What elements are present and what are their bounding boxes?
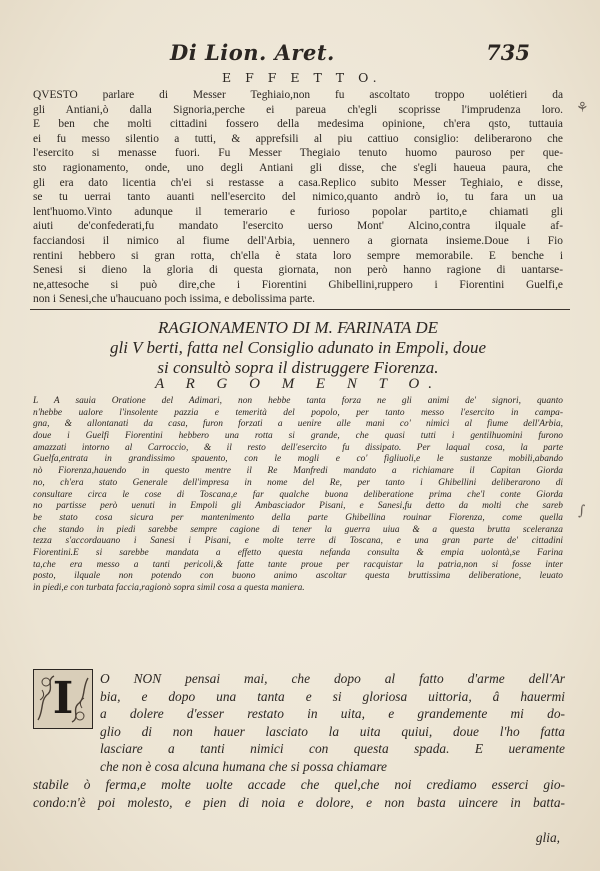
text-line: Fiorentini.E si sarebbe mandata a effetto questa nefanda consulta & empia uolontà,se Farina: [33, 547, 563, 558]
text-line: ei fu messo silentio a tutti, & apprefsili al piu cattiuo consiglio: deliberarono che: [33, 132, 563, 145]
text-line: O NON pensai mai, che dopo al fatto d'arme dell'Ar: [100, 671, 565, 686]
text-line: che stando in piedi sarebbe sempre cagione di tener la guerra uiua & a questa brutta sceleranza: [33, 524, 563, 535]
text-line: se tu uerrai tanto auanti nell'esercito del nimico,quanto andrò io, tu fara un ua: [33, 191, 563, 204]
effetto-paragraph: [33, 88, 563, 307]
text-line: L A sauia Oratione del Adimari, non hebbe tanta forza ne gli animi de' signori, quanto: [33, 396, 563, 406]
text-line: stabile ò ferma,e molte uolte accade che quel,che noi crediamo esserci gio-: [33, 777, 565, 792]
oration-heading: [33, 318, 563, 378]
text-line: gli era dato licentia ch'ei si restasse a casa.Replico subito Messer Teghiaio, e disse,: [33, 176, 563, 189]
text-line: QVESTO parlare di Messer Teghiaio,non fu ascoltato troppo uolétieri da: [33, 89, 563, 101]
text-line: gli Antiani,ò dalla Signoria,perche ei pareua ch'egli scoprisse l'imprudenza loro.: [33, 103, 563, 116]
text-line: che non è cosa alcuna humana che si possa chiamare: [100, 758, 387, 774]
text-line: no partisse però uenuti in Empoli gli Ambasciador Pisani, e Sanesi,fu detto da molti che sareb: [33, 501, 563, 512]
text-line: Senesi si dieno la gloria di questa giornata, non però hanno ragione di uantarse-: [33, 264, 563, 277]
text-line: no, ch'era stato Generale dell'impresa in nome del Re, per tanto i Ghibellini deliberarono di: [33, 477, 563, 488]
text-line: non i Senesi,che u'haucuano poch issima, e debolissima parte.: [33, 293, 316, 306]
section-title-argomento: A R G O M E N T O.: [154, 376, 442, 392]
text-line: lent'huomo.Vinto adunque il temerario e furioso popolar partito,e chiamati gli: [33, 205, 563, 218]
text-line: condo:n'è poi molesto, e pien di noia e dolore, e non basta uincere in batta-: [33, 794, 565, 810]
section-title-effetto: E F F E T T O.: [222, 70, 382, 85]
oration-full-text: [33, 776, 565, 811]
text-line: facciandosi il nimico al fiume dell'Arbia, uennero a giornata insieme.Doue i Fio: [33, 234, 563, 247]
text-line: Guelfa,entrata in grandissimo spauento, con le mogli e co' figliuoli,e le sustanze mobili,abando: [33, 454, 563, 465]
text-line: consultare circa le cose di Toscana,e far qualche buona deliberatione prima che'l conte Giorda: [33, 489, 563, 500]
text-line: ne,attesoche si può dire,che i Fiorentini Ghibellini,ruppero i Fiorentini Guelfi,e: [33, 278, 563, 291]
text-line: nò Fiorenza,hauendo in questo mentre il Re Manfredi mandato a richiamare il Capitan Giorda: [33, 466, 563, 477]
margin-ornament-icon: ⚘: [576, 100, 589, 116]
text-line: doue i Guelfi Fiorentini hebbero una rotta si grande, che quasi tutti i gentilhuomini furono: [33, 431, 563, 442]
drop-letter: I: [52, 673, 74, 724]
margin-bracket-icon: ∫: [578, 503, 586, 519]
text-line: in piedi,e con turbata faccia,ragionò sopra simil cosa a questa maniera.: [33, 583, 305, 593]
text-line: rentini hebbero si gran rotta, ch'ella è stata loro sempre memorabile. E benche i: [33, 249, 563, 262]
text-line: aiuti de'confederati,fu mandato l'esercito uerso Mont' Alcino,contra ilquale af-: [33, 220, 563, 233]
page-number: 735: [486, 40, 530, 65]
decorated-initial: [33, 669, 93, 729]
text-line: posto, ilquale non potendo con buono animo ascoltar questa bruttissima deliberatione, leuato: [33, 571, 563, 582]
running-head-title: Di Lion. Aret.: [170, 40, 335, 65]
text-line: a dolere d'esser restato in uita, e grandemente mi do-: [100, 706, 565, 722]
text-line: bia, e dopo una tanta e si gloriosa uittoria, â hauermi: [100, 688, 565, 704]
text-line: tezza s'accordauano i Sanesi i Pisani, e molte terre di Toscana, e una gran parte de' cittadini: [33, 536, 563, 547]
text-line: glio di non hauer lasciato la uita quiui, doue l'ho fatta: [100, 723, 565, 739]
heading-line-1: RAGIONAMENTO DI M. FARINATA DE: [157, 318, 438, 337]
heading-line-2: gli V berti, fatta nel Consiglio adunato in Empoli, doue: [109, 338, 487, 357]
text-line: lasciare a tanti nimici con questa spada. E ueramente: [100, 741, 565, 757]
running-head: [170, 40, 530, 68]
text-line: n'hebbe ualore l'insolente pazzia e temerità del popolo, per tanto messo l'esercito in campa-: [33, 407, 563, 418]
heading-line-3: si consultò sopra il distruggere Fiorenza.: [157, 358, 439, 377]
text-line: be stato cosa sicura per mantenimento della parte Ghibellina rouinar Fiorenza, come quella: [33, 512, 563, 523]
text-line: ta,che era messo a tanti pericoli,& fatte tante proue per racquistar la patria,non si fosse inter: [33, 559, 563, 570]
text-line: sto ragionamento, onde, uno degli Antiani gli disse, che s'egli haueua paura, che: [33, 161, 563, 174]
oration-indented-text: [100, 670, 565, 776]
text-line: amazzati intorno al Carroccio, & il resto dell'esercito fu dissipato. Per laqual cosa, la parte: [33, 442, 563, 453]
argomento-paragraph: [33, 396, 563, 595]
text-line: gna, & allontanati da casa, furon forzati a uenire alle mani co' nimici al fiume dell'Arbia,: [33, 419, 563, 430]
text-line: E ben che molti cittadini fossero della medesima opinione, ch'era qsto, tuttauia: [33, 118, 563, 131]
text-line: l'esercito si menasse fuori. Fu Messer Thegiaio tenuto huomo pauroso per que-: [33, 147, 563, 160]
catchword: glia,: [535, 830, 560, 845]
divider-rule: [30, 309, 570, 310]
